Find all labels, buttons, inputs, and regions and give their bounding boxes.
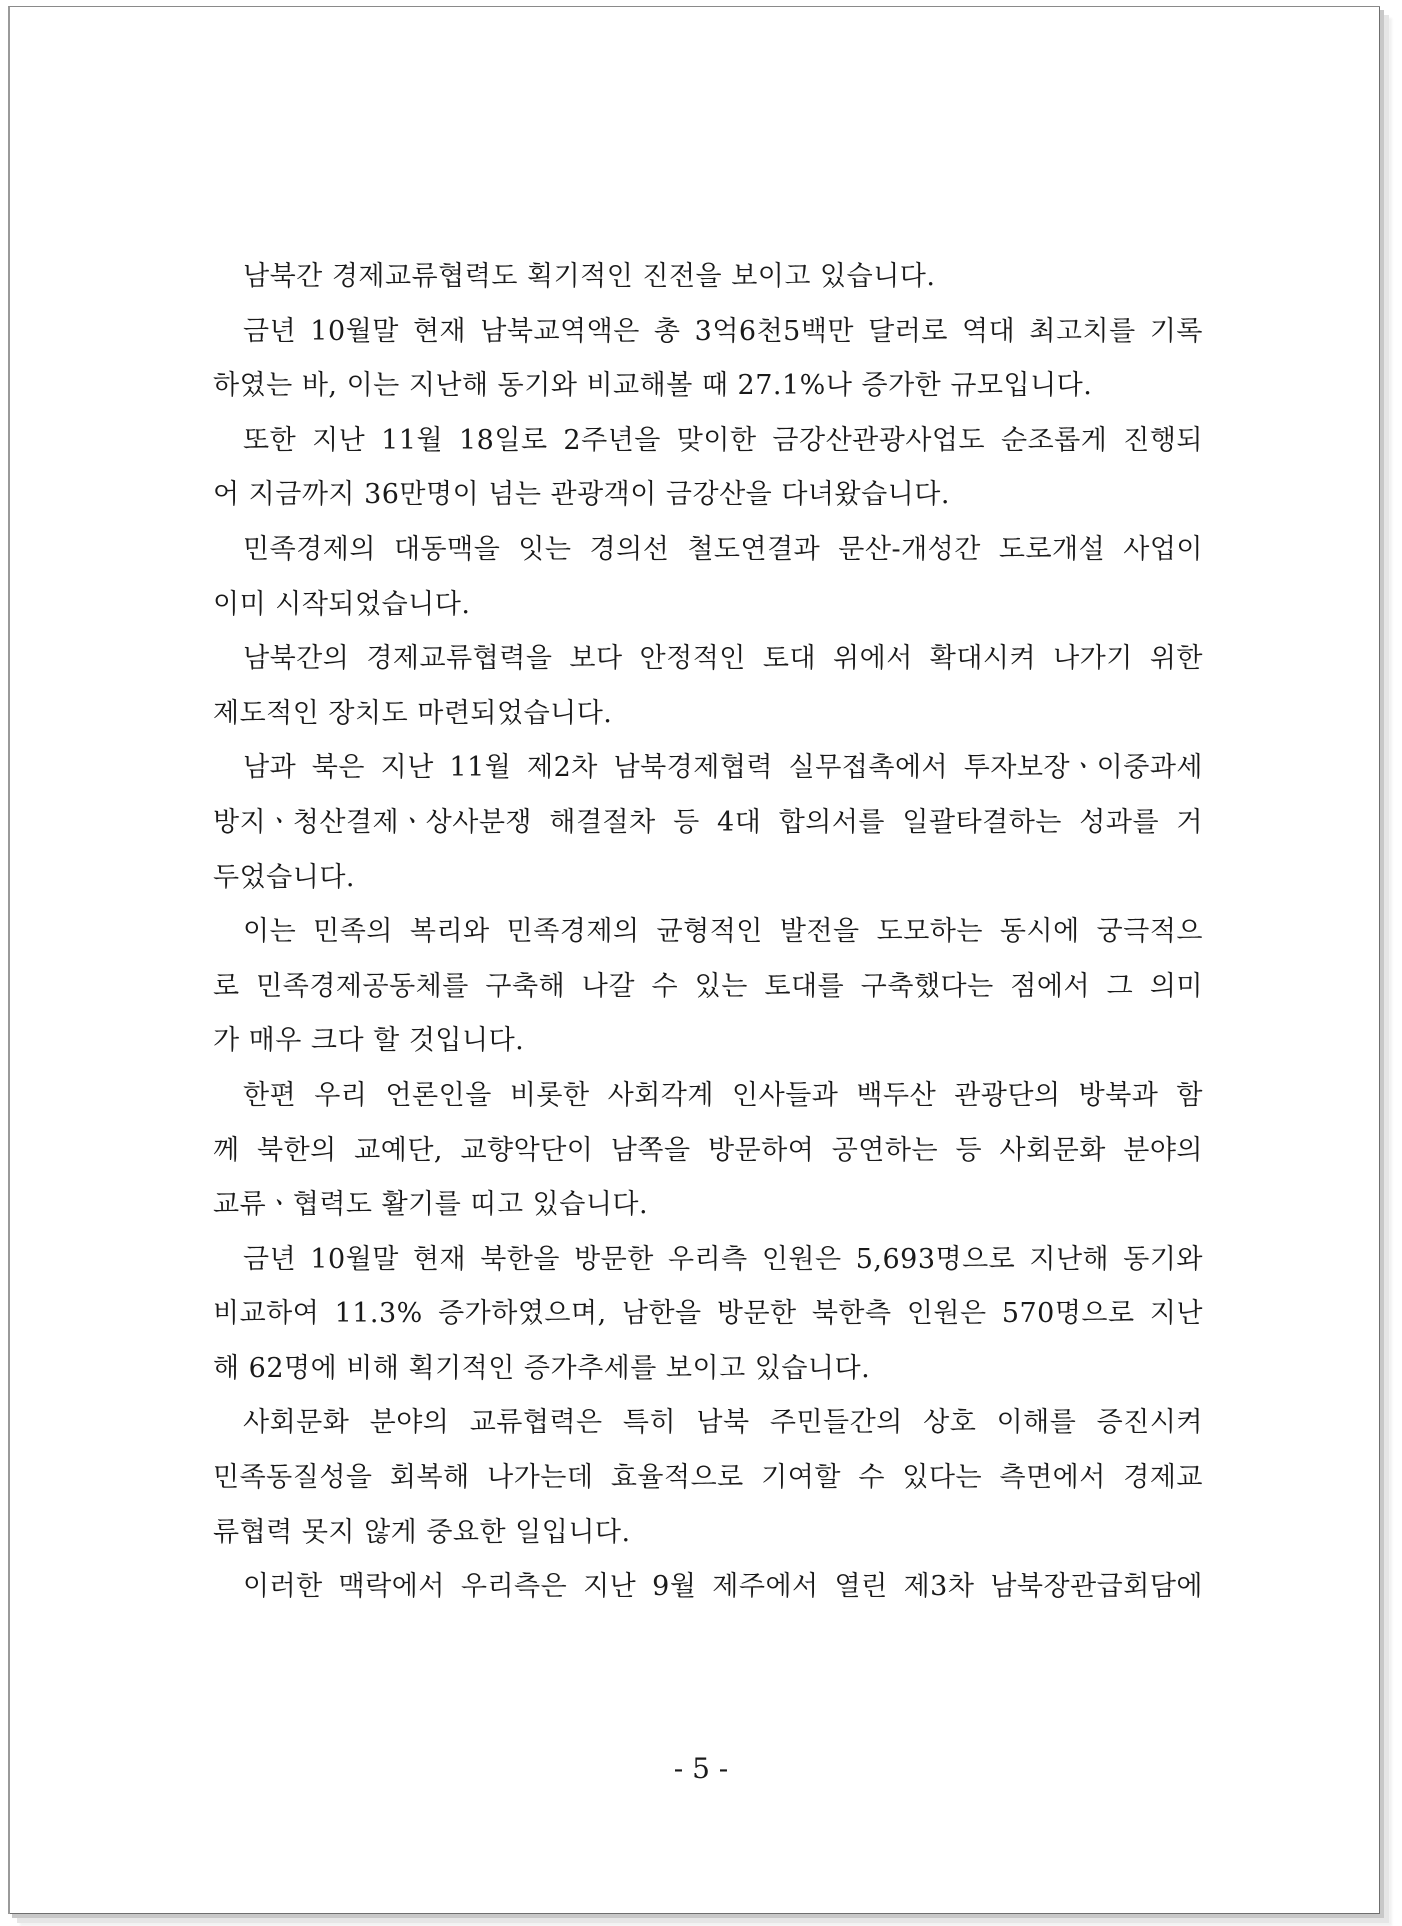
text-line: 어 지금까지 36만명이 넘는 관광객이 금강산을 다녀왔습니다. [213, 479, 950, 511]
text-line: 또한 지난 11월 18일로 2주년을 맞이한 금강산관광사업도 순조롭게 진행되 [243, 424, 1203, 456]
text-line: 하였는 바, 이는 지난해 동기와 비교해볼 때 27.1%나 증가한 규모입니다. [213, 370, 1093, 402]
text-line: 민족경제의 대동맥을 잇는 경의선 철도연결과 문산-개성간 도로개설 사업이 [243, 533, 1203, 565]
text-line: 가 매우 크다 할 것입니다. [213, 1025, 525, 1057]
text-line: 교류ㆍ협력도 활기를 띠고 있습니다. [213, 1189, 649, 1221]
text-line: 금년 10월말 현재 북한을 방문한 우리측 인원은 5,693명으로 지난해 동기와 [243, 1243, 1203, 1275]
text-line: 남북간 경제교류협력도 획기적인 진전을 보이고 있습니다. [243, 261, 936, 292]
text-line: 민족동질성을 회복해 나가는데 효율적으로 기여할 수 있다는 측면에서 경제교 [213, 1462, 1203, 1494]
text-line: 이는 민족의 복리와 민족경제의 균형적인 발전을 도모하는 동시에 궁극적으 [243, 916, 1203, 948]
text-line: 방지ㆍ청산결제ㆍ상사분쟁 해결절차 등 4대 합의서를 일괄타결하는 성과를 거 [213, 806, 1203, 838]
text-line: 이러한 맥락에서 우리측은 지난 9월 제주에서 열린 제3차 남북장관급회담에 [243, 1571, 1203, 1603]
text-line: 두었습니다. [213, 861, 355, 893]
text-line: 비교하여 11.3% 증가하였으며, 남한을 방문한 북한측 인원은 570명으로 지난 [213, 1298, 1203, 1330]
text-line: 류협력 못지 않게 중요한 일입니다. [213, 1516, 631, 1548]
text-line: 남과 북은 지난 11월 제2차 남북경제협력 실무접촉에서 투자보장ㆍ이중과세 [243, 752, 1203, 784]
text-line: 사회문화 분야의 교류협력은 특히 남북 주민들간의 상호 이해를 증진시켜 [243, 1407, 1203, 1439]
text-line: 남북간의 경제교류협력을 보다 안정적인 토대 위에서 확대시켜 나가기 위한 [243, 643, 1203, 675]
page-number: - 5 - [673, 1752, 729, 1785]
text-line: 께 북한의 교예단, 교향악단이 남쪽을 방문하여 공연하는 등 사회문화 분야의 [213, 1134, 1203, 1166]
text-line: 금년 10월말 현재 남북교역액은 총 3억6천5백만 달러로 역대 최고치를 기록 [243, 315, 1203, 347]
text-line: 한편 우리 언론인을 비롯한 사회각계 인사들과 백두산 관광단의 방북과 함 [243, 1079, 1203, 1111]
text-line: 해 62명에 비해 획기적인 증가추세를 보이고 있습니다. [213, 1352, 871, 1384]
text-line: 로 민족경제공동체를 구축해 나갈 수 있는 토대를 구축했다는 점에서 그 의미 [213, 970, 1203, 1002]
text-line: 이미 시작되었습니다. [213, 588, 471, 620]
text-line: 제도적인 장치도 마련되었습니다. [213, 697, 613, 729]
document-body [213, 250, 1203, 1615]
